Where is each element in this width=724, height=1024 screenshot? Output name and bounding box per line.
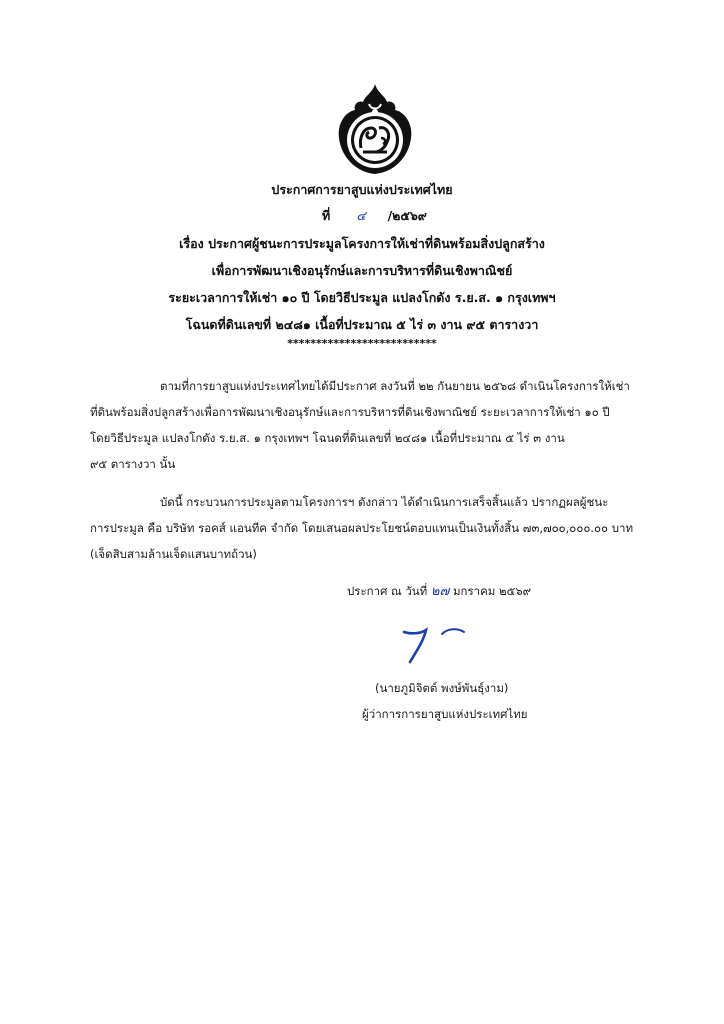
paragraph-1-line-2: ที่ดินพร้อมสิ่งปลูกสร้างเพื่อการพัฒนาเชิงอนุรักษ์และการบริหารที่ดินเชิงพาณิชย์ ระยะเวลาการให้เช่า ๑๐ ปี	[90, 405, 610, 419]
paragraph-2-line-1: บัดนี้ กระบวนการประมูลตามโครงการฯ ดังกล่าว ได้ดำเนินการเสร็จสิ้นแล้ว ปรากฏผลผู้ชนะ	[160, 495, 609, 509]
signatory-position: ผู้ว่าการการยาสูบแห่งประเทศไทย	[362, 707, 528, 721]
subject-line-4: โฉนดที่ดินเลขที่ ๒๔๘๑ เนื้อที่ประมาณ ๕ ไร่ ๓ งาน ๙๕ ตารางวา	[185, 317, 539, 332]
subject-line-1: เรื่อง ประกาศผู้ชนะการประมูลโครงการให้เช่าที่ดินพร้อมสิ่งปลูกสร้าง	[179, 236, 545, 251]
subject-line-3: ระยะเวลาการให้เช่า ๑๐ ปี โดยวิธีประมูล แปลงโกดัง ร.ย.ส. ๑ กรุงเทพฯ	[168, 290, 556, 305]
subject-line-2: เพื่อการพัฒนาเชิงอนุรักษ์และการบริหารที่ดินเชิงพาณิชย์	[211, 263, 513, 278]
handwritten-signature-icon	[396, 622, 486, 666]
announcement-date	[347, 580, 531, 601]
date-day-handwritten: ๒๗	[430, 584, 450, 599]
date-prefix: ประกาศ ณ วันที่	[347, 584, 428, 598]
organization-title: ประกาศการยาสูบแห่งประเทศไทย	[271, 182, 453, 197]
number-prefix: ที่	[322, 208, 331, 223]
paragraph-1-line-3: โดยวิธีประมูล แปลงโกดัง ร.ย.ส. ๑ กรุงเทพฯ โฉนดที่ดินเลขที่ ๒๔๘๑ เนื้อที่ประมาณ ๕ ไร่ ๓ งาน	[90, 431, 565, 445]
number-suffix: /๒๕๖๙	[387, 208, 427, 223]
date-suffix: มกราคม ๒๕๖๙	[452, 584, 532, 598]
signatory-name: (นายภูมิจิตต์ พงษ์พันธุ์งาม)	[375, 681, 509, 695]
separator-stars: **************************	[287, 337, 437, 350]
paragraph-2-line-3: (เจ็ดสิบสามล้านเจ็ดแสนบาทถ้วน)	[90, 547, 257, 561]
paragraph-1-line-4: ๙๕ ตารางวา นั้น	[90, 457, 176, 471]
tobacco-authority-emblem-icon	[333, 82, 417, 176]
paragraph-1-line-1: ตามที่การยาสูบแห่งประเทศไทยได้มีประกาศ ลงวันที่ ๒๒ กันยายน ๒๕๖๘ ดำเนินโครงการให้เช่า	[160, 379, 630, 393]
paragraph-2-line-2: การประมูล คือ บริษัท รอคส์ แอนทีค จำกัด โดยเสนอผลประโยชน์ตอบแทนเป็นเงินทั้งสิ้น ๗๓,๗๐๐,๐๐๐.๐๐ บาท	[90, 521, 634, 535]
number-handwritten: ๔	[356, 208, 366, 223]
document-number	[322, 206, 427, 226]
